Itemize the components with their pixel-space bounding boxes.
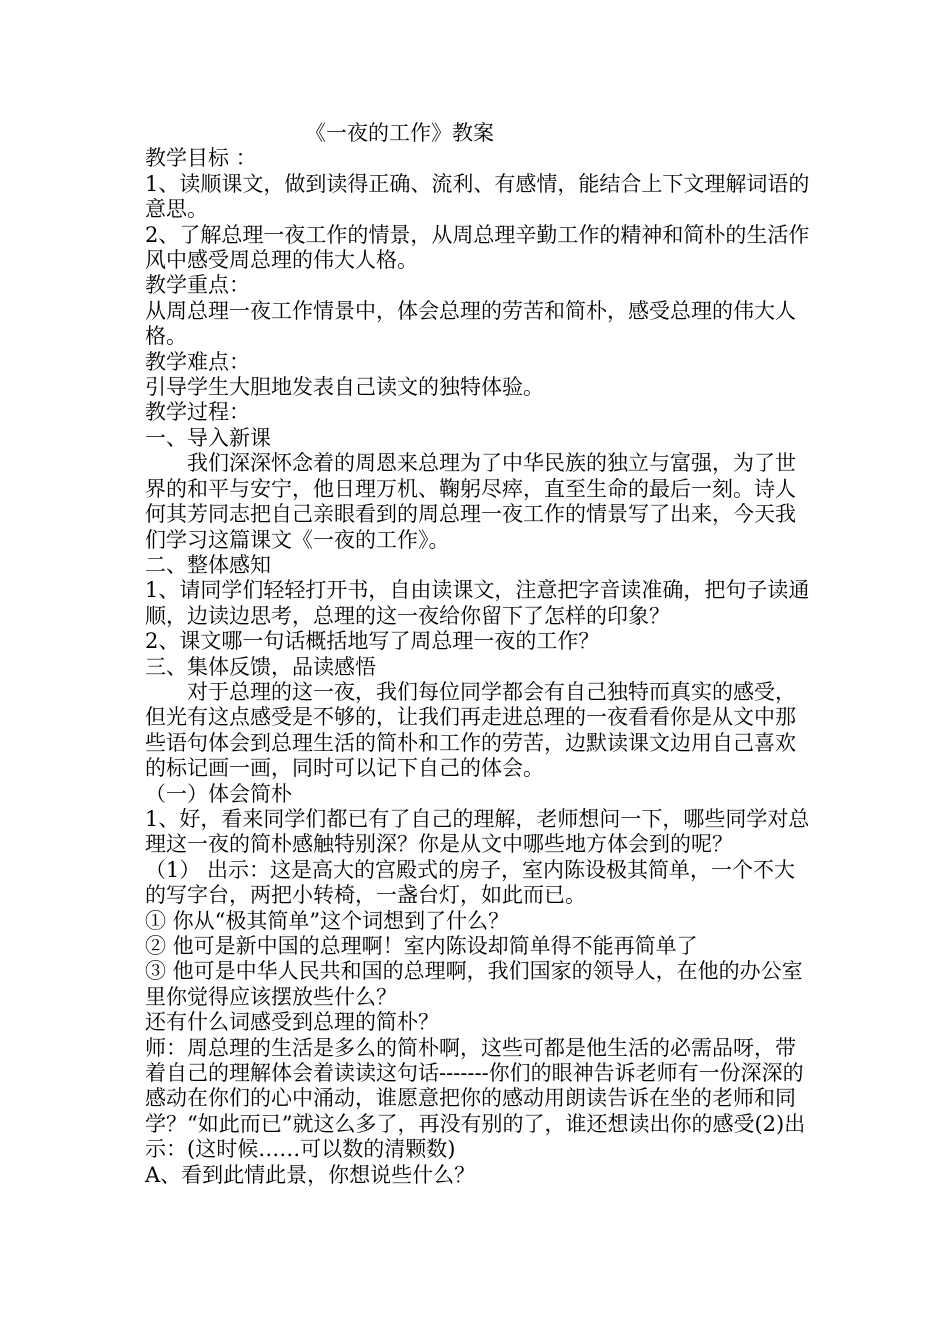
difficulties-text: 引导学生大胆地发表自己读文的独特体验。 [145, 375, 544, 400]
subsection-1-item-1: 1、好，看来同学们都已有了自己的理解，老师想问一下，哪些同学对总理这一夜的简朴感触特别深？你是从文中哪些地方体会到的呢？ [145, 806, 810, 857]
question-a: A、看到此情此景，你想说些什么？ [145, 1162, 476, 1187]
section-2-item-1: 1、请同学们轻轻打开书，自由读课文，注意把字音读准确，把句子读通顺，边读边思考，总理的这一夜给你留下了怎样的印象？ [145, 578, 810, 628]
document-title: 《一夜的工作》教案 [305, 121, 494, 145]
section-1-heading: 一、导入新课 [145, 425, 271, 450]
key-points-text: 从周总理一夜工作情景中，体会总理的劳苦和简朴，感受总理的伟大人格。 [145, 298, 796, 349]
heading-key-points: 教学重点： [145, 273, 250, 298]
follow-up-question: 还有什么词感受到总理的简朴？ [145, 1010, 439, 1035]
document-body [145, 121, 813, 1188]
heading-difficulties: 教学难点： [145, 349, 250, 374]
heading-teaching-goals: 教学目标 ： [145, 146, 257, 171]
section-2-heading: 二、整体感知 [145, 552, 271, 577]
question-3: ③ 他可是中华人民共和国的总理啊，我们国家的领导人，在他的办公室里你觉得应该摆放些什么？ [145, 959, 803, 1009]
section-2-item-2: 2、课文哪一句话概括地写了周总理一夜的工作？ [145, 629, 600, 654]
question-1: ① 你从“极其简单”这个词想到了什么？ [145, 908, 510, 933]
teacher-paragraph: 师：周总理的生活是多么的简朴啊，这些可都是他生活的必需品呀，带着自己的理解体会着读读这句话-------你们的眼神告诉老师有一份深深的感动在你们的心中涌动，谁愿意把你的感动用朗读告诉在坐的老师和同学？“如此而已”就这么多了，再没有别的了，谁还想读出你的感受(2)出示：(这时候……可以数的清颗数) [145, 1035, 806, 1162]
goal-item-1: 1、读顺课文，做到读得正确、流利、有感情，能结合上下文理解词语的意思。 [145, 171, 810, 222]
subsection-1-heading: （一）体会简朴 [145, 781, 292, 806]
heading-process: 教学过程： [145, 400, 250, 425]
section-3-paragraph: 对于总理的这一夜，我们每位同学都会有自己独特而真实的感受，但光有这点感受是不够的，让我们再走进总理的一夜看看你是从文中那些语句体会到总理生活的简朴和工作的劳苦，边默读课文边用自己喜欢的标记画一画，同时可以记下自己的体会。 [145, 679, 796, 781]
section-1-paragraph: 我们深深怀念着的周恩来总理为了中华民族的独立与富强，为了世界的和平与安宁，他日理万机、鞠躬尽瘁，直至生命的最后一刻。诗人何其芳同志把自己亲眼看到的周总理一夜工作的情景写了出来，今天我们学习这篇课文《一夜的工作》。 [145, 451, 796, 552]
section-3-heading: 三、集体反馈，品读感悟 [145, 654, 376, 679]
goal-item-2: 2、了解总理一夜工作的情景，从周总理辛勤工作的精神和简朴的生活作风中感受周总理的伟大人格。 [145, 222, 810, 273]
question-2: ② 他可是新中国的总理啊！室内陈设却简单得不能再简单了 [145, 934, 698, 958]
quote-1: （1） 出示：这是高大的宫殿式的房子，室内陈设极其简单，一个不大的写字台，两把小转椅，一盏台灯，如此而已。 [145, 857, 796, 908]
